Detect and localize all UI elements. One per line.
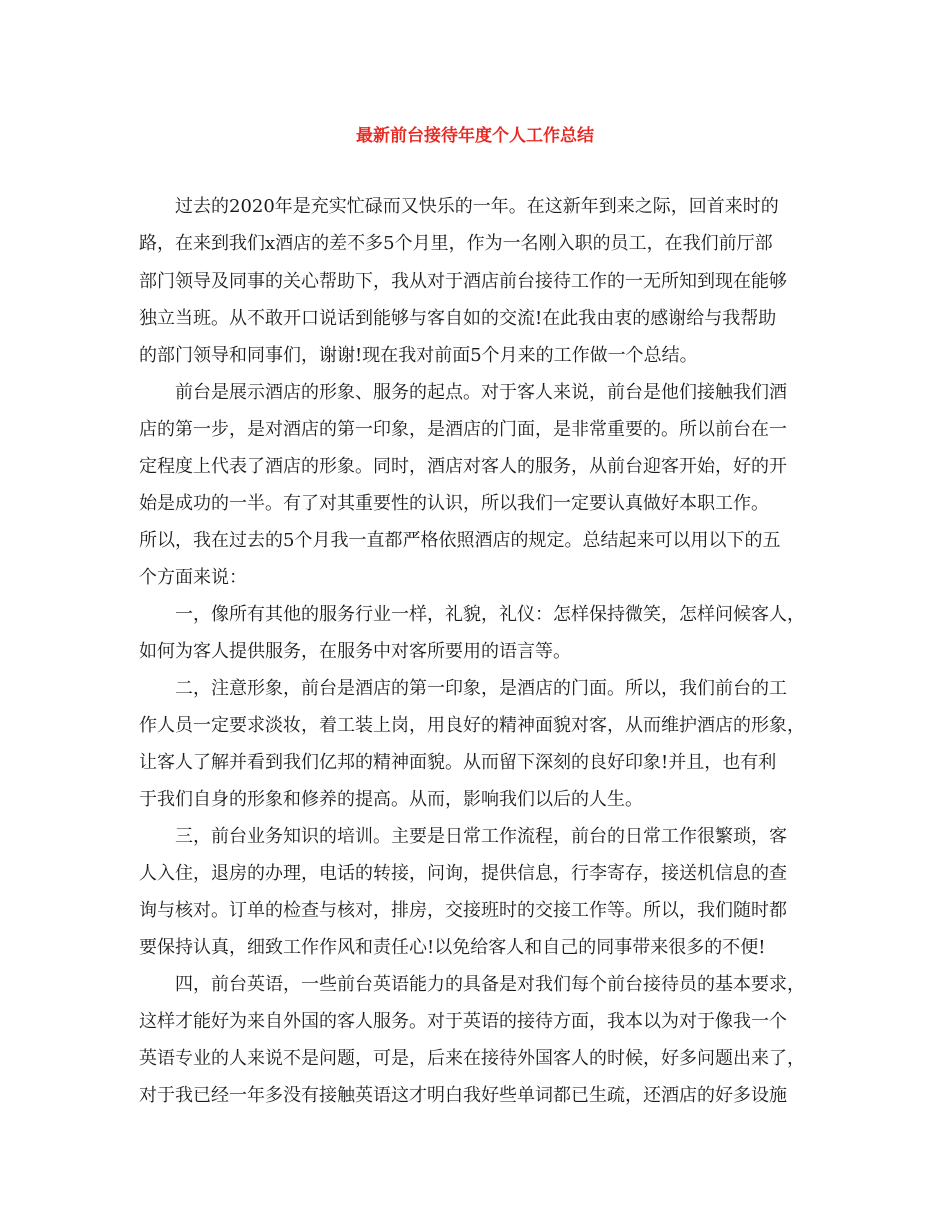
page-title: 最新前台接待年度个人工作总结 bbox=[356, 126, 594, 146]
text-line: 人入住，退房的办理，电话的转接，问询，提供信息，行李寄存，接送机信息的查 bbox=[139, 863, 787, 884]
text-line: 个方面来说： bbox=[139, 567, 247, 588]
text-line: 这样才能好为来自外国的客人服务。对于英语的接待方面，我本以为对于像我一个 bbox=[139, 1011, 787, 1032]
text-line: 定程度上代表了酒店的形象。同时，酒店对客人的服务，从前台迎客开始，好的开 bbox=[139, 456, 787, 477]
text-line: 始是成功的一半。有了对其重要性的认识，所以我们一定要认真做好本职工作。 bbox=[139, 493, 769, 514]
text-line: 一，像所有其他的服务行业一样，礼貌，礼仪：怎样保持微笑，怎样问候客人， bbox=[175, 604, 805, 625]
text-line: 的部门领导和同事们，谢谢!现在我对前面5个月来的工作做一个总结。 bbox=[139, 345, 698, 366]
text-line: 询与核对。订单的检查与核对，排房，交接班时的交接工作等。所以，我们随时都 bbox=[139, 900, 787, 921]
text-line: 过去的2020年是充实忙碌而又快乐的一年。在这新年到来之际，回首来时的 bbox=[175, 196, 779, 217]
text-line: 独立当班。从不敢开口说话到能够与客自如的交流!在此我由衷的感谢给与我帮助 bbox=[139, 308, 777, 329]
text-line: 如何为客人提供服务，在服务中对客所要用的语言等。 bbox=[139, 641, 571, 662]
text-line: 部门领导及同事的关心帮助下，我从对于酒店前台接待工作的一无所知到现在能够 bbox=[139, 271, 787, 292]
text-line: 店的第一步，是对酒店的第一印象，是酒店的门面，是非常重要的。所以前台在一 bbox=[139, 419, 787, 440]
text-line: 路，在来到我们x酒店的差不多5个月里，作为一名刚入职的员工，在我们前厅部 bbox=[139, 233, 773, 254]
text-line: 作人员一定要求淡妆，着工装上岗，用良好的精神面貌对客，从而维护酒店的形象， bbox=[139, 715, 805, 736]
text-line: 让客人了解并看到我们亿邦的精神面貌。从而留下深刻的良好印象!并且，也有利 bbox=[139, 752, 777, 773]
text-line: 二，注意形象，前台是酒店的第一印象，是酒店的门面。所以，我们前台的工 bbox=[175, 678, 787, 699]
text-line: 三，前台业务知识的培训。主要是日常工作流程，前台的日常工作很繁琐，客 bbox=[175, 826, 787, 847]
text-line: 要保持认真，细致工作作风和责任心!以免给客人和自己的同事带来很多的不便! bbox=[139, 937, 766, 958]
text-line: 于我们自身的形象和修养的提高。从而，影响我们以后的人生。 bbox=[139, 789, 643, 810]
text-line: 四，前台英语，一些前台英语能力的具备是对我们每个前台接待员的基本要求， bbox=[175, 974, 805, 995]
text-line: 所以，我在过去的5个月我一直都严格依照酒店的规定。总结起来可以用以下的五 bbox=[139, 530, 781, 551]
text-line: 对于我已经一年多没有接触英语这才明白我好些单词都已生疏，还酒店的好多设施 bbox=[139, 1085, 787, 1106]
text-line: 前台是展示酒店的形象、服务的起点。对于客人来说，前台是他们接触我们酒 bbox=[175, 382, 787, 403]
text-line: 英语专业的人来说不是问题，可是，后来在接待外国客人的时候，好多问题出来了， bbox=[139, 1048, 805, 1069]
